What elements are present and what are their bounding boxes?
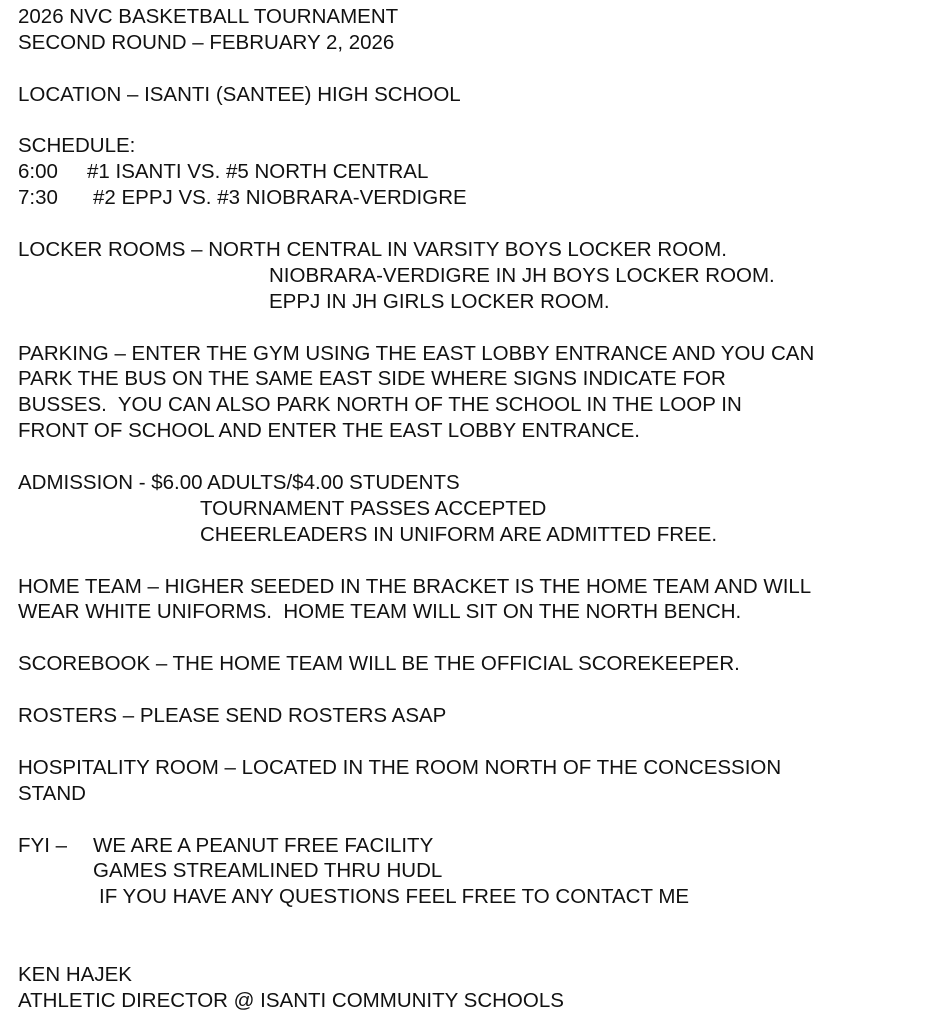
schedule-game-2 [18, 185, 918, 211]
spacer [18, 548, 918, 574]
admission-label: ADMISSION - $6.00 ADULTS/$4.00 STUDENTS [18, 471, 460, 495]
fyi-label: FYI – [18, 833, 67, 857]
fyi-item: IF YOU HAVE ANY QUESTIONS FEEL FREE TO CONTACT ME [99, 885, 690, 909]
spacer [18, 807, 918, 833]
parking-line: FRONT OF SCHOOL AND ENTER THE EAST LOBBY ENTRANCE. [18, 419, 640, 443]
game-matchup: #1 ISANTI VS. #5 NORTH CENTRAL [87, 160, 429, 184]
hospitality-line: HOSPITALITY ROOM – LOCATED IN THE ROOM NORTH OF THE CONCESSION [18, 755, 782, 779]
spacer [18, 444, 918, 470]
signature-name: KEN HAJEK [18, 962, 132, 986]
fyi-item: GAMES STREAMLINED THRU HUDL [93, 859, 443, 883]
parking-line: BUSSES. YOU CAN ALSO PARK NORTH OF THE SCHOOL IN THE LOOP IN [18, 393, 742, 417]
fyi-first-line [18, 833, 918, 859]
scorebook-line: SCOREBOOK – THE HOME TEAM WILL BE THE OFFICIAL SCOREKEEPER. [18, 652, 740, 676]
parking-line: PARKING – ENTER THE GYM USING THE EAST LOBBY ENTRANCE AND YOU CAN [18, 341, 815, 365]
location-line: LOCATION – ISANTI (SANTEE) HIGH SCHOOL [18, 82, 461, 106]
schedule-game-1 [18, 159, 918, 185]
game-time: 7:30 [18, 186, 58, 210]
admission-line: TOURNAMENT PASSES ACCEPTED [200, 496, 547, 520]
game-time: 6:00 [18, 160, 58, 184]
document-title: 2026 NVC BASKETBALL TOURNAMENT [18, 5, 399, 28]
home-team-line: WEAR WHITE UNIFORMS. HOME TEAM WILL SIT ON THE NORTH BENCH. [18, 600, 742, 624]
rosters-line: ROSTERS – PLEASE SEND ROSTERS ASAP [18, 704, 447, 728]
locker-rooms-line: EPPJ IN JH GIRLS LOCKER ROOM. [269, 289, 610, 313]
spacer [18, 729, 918, 755]
locker-rooms-line: NIOBRARA-VERDIGRE IN JH BOYS LOCKER ROOM. [269, 263, 775, 287]
spacer [18, 56, 918, 82]
spacer [18, 625, 918, 651]
locker-rooms-label: LOCKER ROOMS – NORTH CENTRAL IN VARSITY BOYS LOCKER ROOM. [18, 238, 727, 262]
round-date: SECOND ROUND – FEBRUARY 2, 2026 [18, 30, 395, 54]
admission-line: CHEERLEADERS IN UNIFORM ARE ADMITTED FREE. [200, 522, 718, 546]
tournament-document [18, 4, 918, 1014]
spacer [18, 677, 918, 703]
spacer [18, 211, 918, 237]
spacer [18, 108, 918, 134]
fyi-item: WE ARE A PEANUT FREE FACILITY [93, 833, 434, 857]
hospitality-line: STAND [18, 781, 86, 805]
home-team-line: HOME TEAM – HIGHER SEEDED IN THE BRACKET IS THE HOME TEAM AND WILL [18, 574, 812, 598]
spacer [18, 315, 918, 341]
game-matchup: #2 EPPJ VS. #3 NIOBRARA-VERDIGRE [93, 186, 467, 210]
signature-title: ATHLETIC DIRECTOR @ ISANTI COMMUNITY SCHOOLS [18, 988, 564, 1012]
schedule-heading: SCHEDULE: [18, 134, 136, 158]
spacer [18, 910, 918, 936]
parking-line: PARK THE BUS ON THE SAME EAST SIDE WHERE SIGNS INDICATE FOR [18, 367, 726, 391]
spacer [18, 936, 918, 962]
